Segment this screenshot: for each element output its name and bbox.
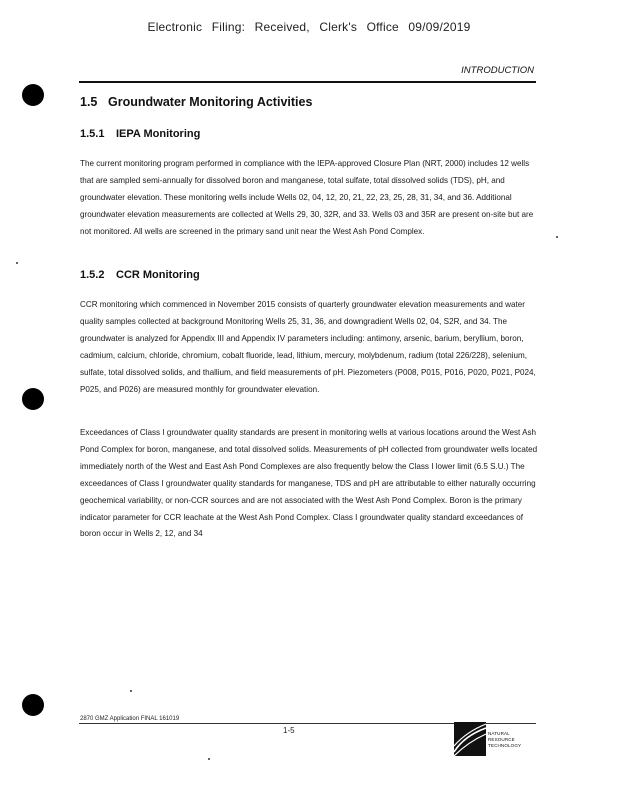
logo-text-line: RESOURCE	[488, 737, 515, 742]
scan-speck	[556, 236, 558, 238]
subsection-title: CCR Monitoring	[116, 269, 200, 281]
subsection-number: 1.5.2	[80, 269, 105, 281]
subsection-number: 1.5.1	[80, 128, 105, 140]
subsection-heading-iepa	[80, 128, 200, 140]
logo-text-line: TECHNOLOGY	[488, 743, 522, 748]
scan-speck	[208, 758, 210, 760]
scan-speck	[16, 262, 18, 264]
logo-text-line: NATURAL	[488, 731, 510, 736]
paragraph-iepa-monitoring: The current monitoring program performed in compliance with the IEPA-approved Closure Plan (NRT, 2000) includes 12 wells that are sampled semi-annually for dissolved boron and manganese, total sulfate, total dissolved solids (TDS), pH, and groundwater elevation. These monitoring wells include Wells 02, 04, 12, 20, 21, 22, 23, 25, 28, 31, 34, and 36. Additional groundwater elevation measurements are collected at Wells 29, 30, 32R, and 33. Wells 03 and 35R are present on-site but are not monitored. All wells are screened in the primary sand unit near the West Ash Pond Complex.	[80, 159, 534, 236]
logo-text	[488, 731, 521, 749]
filing-stamp: Electronic Filing: Received, Clerk's Office 09/09/2019	[147, 20, 471, 34]
paragraph-ccr-monitoring: CCR monitoring which commenced in November 2015 consists of quarterly groundwater elevation measurements and water quality samples collected at background Monitoring Wells 25, 31, 36, and downgradient Wells 02, 04, S2R, and 34. The groundwater is analyzed for Appendix III and Appendix IV parameters including: antimony, arsenic, barium, beryllium, boron, cadmium, calcium, chloride, chromium, cobalt fluoride, lead, lithium, mercury, molybdenum, radium (total 226/228), selenium, sulfate, total dissolved solids, and thallium, and field measurements of pH. Piezometers (P008, P015, P016, P020, P021, P024, P025, and P026) are measured monthly for groundwater elevation.	[80, 300, 536, 394]
binder-hole-top	[22, 84, 44, 106]
scan-speck	[130, 690, 132, 692]
binder-hole-bottom	[22, 694, 44, 716]
page-number: 1-5	[283, 726, 295, 735]
binder-hole-middle	[22, 388, 44, 410]
section-title: Groundwater Monitoring Activities	[108, 95, 313, 109]
subsection-title: IEPA Monitoring	[116, 128, 201, 140]
company-logo	[454, 722, 534, 758]
section-number: 1.5	[80, 95, 98, 109]
footer-document-id: 2870 GMZ Application FINAL 161019	[80, 716, 180, 722]
subsection-heading-ccr	[80, 269, 200, 281]
paragraph-class-i-exceedances: Exceedances of Class I groundwater quality standards are present in monitoring wells at various locations around the West Ash Pond Complex for boron, manganese, and total dissolved solids. Measurements of pH collected from groundwater wells located immediately north of the West and East Ash Pond Complexes are also frequently below the Class I lower limit (6.5 S.U.) The exceedances of Class I groundwater quality standards for manganese, TDS and pH are attributable to either naturally occurring geochemical variability, or non-CCR sources and are not associated with the West Ash Pond Complex. Boron is the primary indicator parameter for CCR leachate at the West Ash Pond Complex. Class I groundwater quality standard exceedances of boron occur in Wells 2, 12, and 34	[80, 428, 538, 539]
header-rule	[79, 81, 536, 83]
section-heading	[80, 95, 312, 109]
logo-mark-icon	[454, 722, 486, 756]
running-header-section: INTRODUCTION	[461, 65, 534, 76]
